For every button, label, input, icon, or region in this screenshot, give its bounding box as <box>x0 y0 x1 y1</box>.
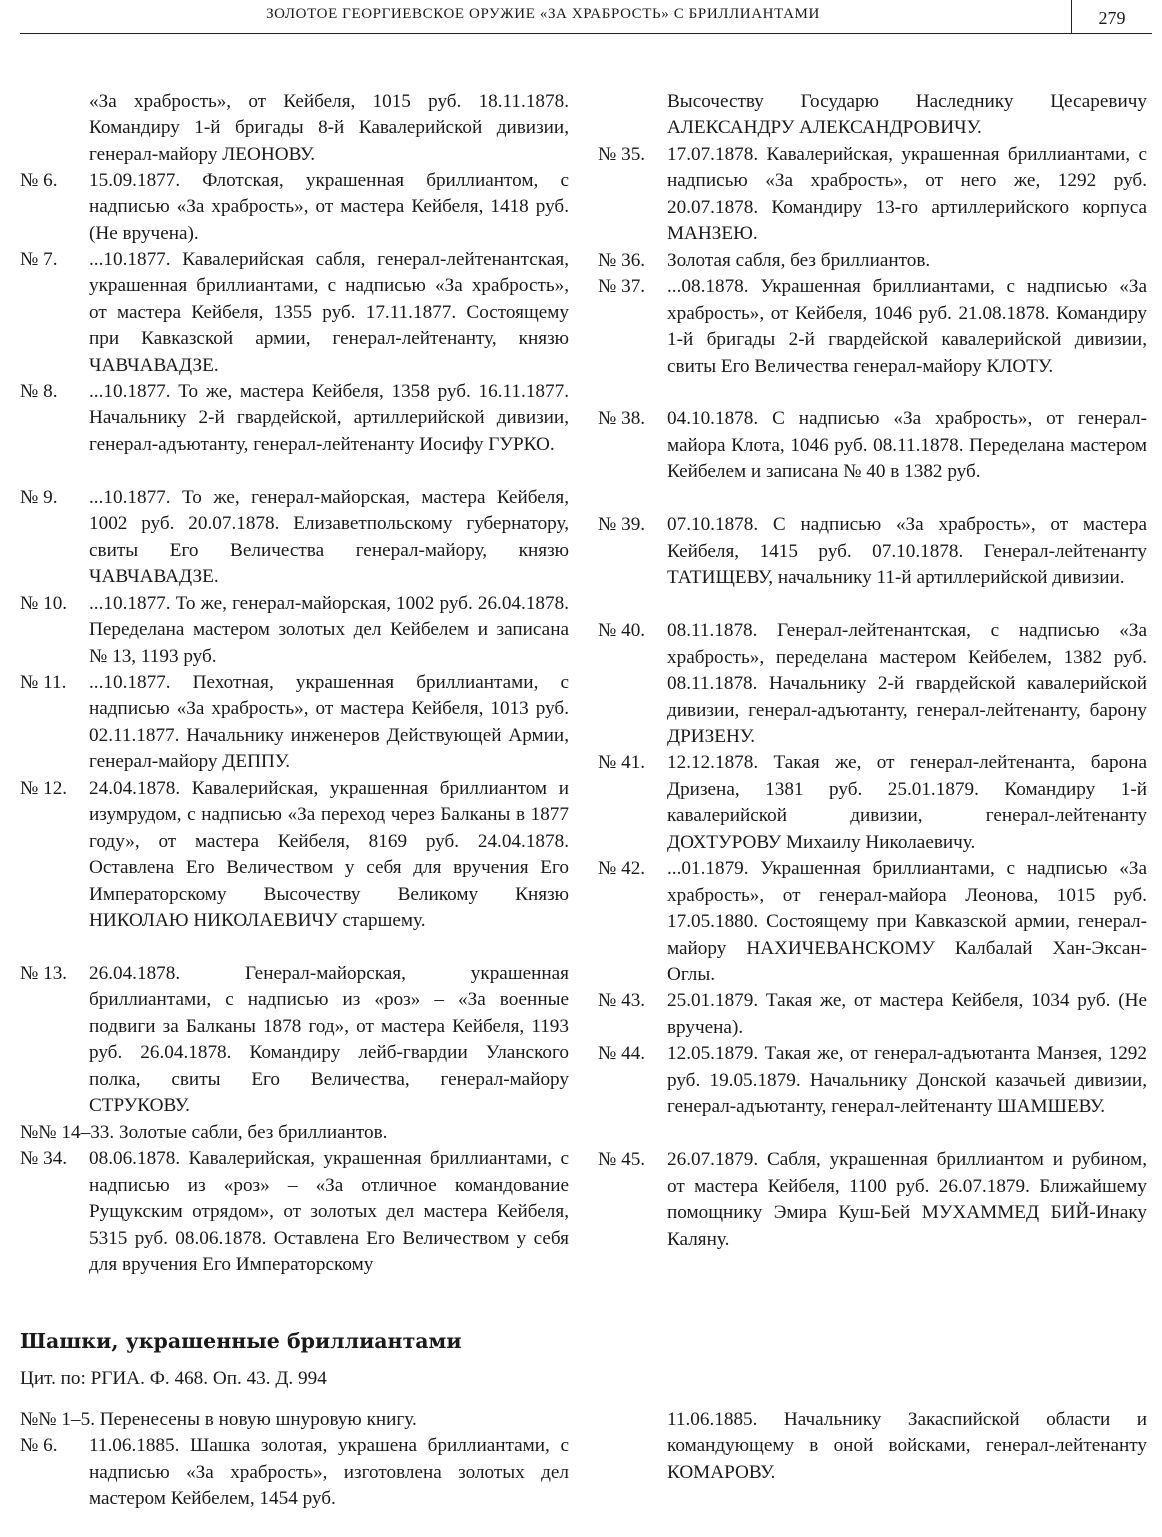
entry-number: № 9. <box>20 487 58 508</box>
entry-text: ...08.1878. Украшенная бриллиантами, с надписью «За храбрость», от Кейбеля, 1046 руб. 21.08.1878. Командиру 1-й бригады 2-й гвардейской кавалерийской дивизии, свиты Его Величества генерал-майору КЛОТУ. <box>667 276 1147 377</box>
entry-text: 12.12.1878. Такая же, от генерал-лейтенанта, барона Дризена, 1381 руб. 25.01.1879. Командиру 1-й кавалерийской дивизии, генерал-лейтенанту ДОХТУРОВУ Михаилу Николаевичу. <box>667 752 1147 853</box>
entry-number: №№ 1–5. <box>20 1409 95 1430</box>
entry-13 <box>20 961 569 1120</box>
entry-6 <box>20 168 569 247</box>
entry-1-5 <box>20 1407 569 1433</box>
entry-text: Золотая сабля, без бриллиантов. <box>667 250 931 271</box>
entry-number: № 34. <box>20 1148 68 1170</box>
entry-text: 12.05.1879. Такая же, от генерал-адъютанта Манзея, 1292 руб. 19.05.1879. Начальнику Донской казачьей дивизии, генерал-адъютанту, генерал-лейтенанту ШАМШЕВУ. <box>667 1043 1147 1118</box>
entry-text: ...01.1879. Украшенная бриллиантами, с надписью «За храбрость», от генерал-майора Леонова, 1015 руб. 17.05.1880. Состоящему при Кавказской армии, генерал-майору НАХИЧЕВАНСКОМУ Калбалай Хан-Эксан-Оглы. <box>667 858 1147 986</box>
entry-text: 11.06.1885. Шашка золотая, украшена бриллиантами, с надписью «За храбрость», изготовлена золотых дел мастером Кейбелем, 1454 руб. <box>89 1435 569 1510</box>
entry-text: ...10.1877. То же, генерал-майорская, 1002 руб. 26.04.1878. Переделана мастером золотых дел Кейбелем и записана № 13, 1193 руб. <box>89 593 569 667</box>
entry-number: № 42. <box>598 858 646 880</box>
entry-number: № 13. <box>20 963 68 984</box>
left-column <box>20 89 569 1278</box>
entry-number: № 37. <box>598 276 646 298</box>
page-number: 279 <box>1071 0 1152 33</box>
entry-number: № 43. <box>598 990 646 1012</box>
entry-14-33 <box>20 1120 569 1146</box>
entry-text: 26.07.1879. Сабля, украшенная бриллиантом и рубином, от мастера Кейбеля, 1100 руб. 26.07.1879. Ближайшему помощнику Эмира Куш-Бей МУХАММЕД БИЙ-Инаку Каляну. <box>667 1149 1147 1250</box>
entry-text: ...10.1877. То же, генерал-майорская, мастера Кейбеля, 1002 руб. 20.07.1878. Елизаветпольскому губернатору, свиты Его Величества генерал-майору, князю ЧАВЧАВАДЗЕ. <box>89 487 569 588</box>
entry-number: № 7. <box>20 249 58 270</box>
entry-8 <box>20 379 569 485</box>
entry-number: № 38. <box>598 408 646 430</box>
entry-text: ...10.1877. Пехотная, украшенная бриллиантами, с надписью «За храбрость», от мастера Кейбеля, 1013 руб. 02.11.1877. Начальнику инженеров Действующей Армии, генерал-майору ДЕППУ. <box>89 672 569 773</box>
section-left-column <box>20 1407 569 1512</box>
entry-number: № 35. <box>598 144 646 165</box>
continuation-text: Высочеству Государю Наследнику Цесаревичу АЛЕКСАНДРУ АЛЕКСАНДРОВИЧУ. <box>667 91 1147 139</box>
section-title: Шашки, украшенные бриллиантами <box>20 1329 462 1353</box>
entry-number: № 6. <box>20 1435 58 1457</box>
entry-11 <box>20 670 569 776</box>
entry-number: № 6. <box>20 170 58 191</box>
entry-text: 26.04.1878. Генерал-майорская, украшенная бриллиантами, с надписью из «роз» – «За военные подвиги за Балканы 1878 год», от мастера Кейбеля, 1193 руб. 26.04.1878. Командиру лейб-гвардии Уланского полка, свиты Его Величества, генерал-майору СТРУКОВУ. <box>89 963 569 1117</box>
entry-text: ...10.1877. То же, мастера Кейбеля, 1358 руб. 16.11.1877. Начальнику 2-й гвардейской, артиллерийской дивизии, генерал-адъютанту, генерал-лейтенанту Иосифу ГУРКО. <box>89 381 569 455</box>
entry-35 <box>598 142 1147 248</box>
entry-text: 08.06.1878. Кавалерийская, украшенная бриллиантами, с надписью из «роз» – «За отличное командование Рущукским отрядом», от золотых дел мастера Кейбеля, 5315 руб. 08.06.1878. Оставлена Его Величеством у себя для вручения Его Императорскому <box>89 1148 569 1276</box>
entry-number: № 45. <box>598 1149 646 1171</box>
entry-number: № 10. <box>20 593 68 614</box>
entry-12 <box>20 776 569 961</box>
right-column <box>598 89 1147 1250</box>
entry-text: 24.04.1878. Кавалерийская, украшенная бриллиантом и изумрудом, с надписью «За переход через Балканы в 1877 году», от мастера Кейбеля, 8169 руб. 24.04.1878. Оставлена Его Величеством у себя для вручения Его Императорскому Высочеству Великому Князю НИКОЛАЮ НИКОЛАЕВИЧУ старшему. <box>89 778 569 932</box>
entry-number: № 40. <box>598 620 646 642</box>
running-title: ЗОЛОТОЕ ГЕОРГИЕВСКОЕ ОРУЖИЕ «ЗА ХРАБРОСТЬ» С БРИЛЛИАНТАМИ <box>266 6 820 22</box>
entry-39 <box>598 512 1147 618</box>
entry-number: № 44. <box>598 1043 646 1065</box>
entry-42 <box>598 856 1147 988</box>
entry-6-shashka <box>20 1433 569 1512</box>
entry-7 <box>20 247 569 379</box>
entry-40 <box>598 618 1147 750</box>
entry-37 <box>598 274 1147 406</box>
entry-text: 07.10.1878. С надписью «За храбрость», от мастера Кейбеля, 1415 руб. 07.10.1878. Генерал-лейтенанту ТАТИЩЕВУ, начальнику 11-й артиллерийской дивизии. <box>667 514 1147 589</box>
entry-number: № 8. <box>20 381 58 402</box>
running-header <box>20 0 1152 34</box>
entry-text: 17.07.1878. Кавалерийская, украшенная бриллиантами, с надписью «За храбрость», от него же, 1292 руб. 20.07.1878. Командиру 13-го артиллерийского корпуса МАНЗЕЮ. <box>667 144 1147 245</box>
entry-text: ...10.1877. Кавалерийская сабля, генерал-лейтенантская, украшенная бриллиантами, с надписью «За храбрость», от мастера Кейбеля, 1355 руб. 17.11.1877. Состоящему при Кавказской армии, генерал-лейтенанту, князю ЧАВЧАВАДЗЕ. <box>89 249 569 376</box>
continuation-text: «За храбрость», от Кейбеля, 1015 руб. 18.11.1878. Командиру 1-й бригады 8-й Кавалерийской дивизии, генерал-майору ЛЕОНОВУ. <box>89 91 569 165</box>
section-right-column <box>598 1407 1147 1486</box>
entry-44 <box>598 1041 1147 1147</box>
entry-text: 25.01.1879. Такая же, от мастера Кейбеля, 1034 руб. (Не вручена). <box>667 990 1147 1038</box>
continuation-text: 11.06.1885. Начальнику Закаспийской области и командующему в оной войсками, генерал-лейтенанту КОМАРОВУ. <box>667 1409 1147 1483</box>
entry-9 <box>20 485 569 591</box>
entry-10 <box>20 591 569 670</box>
entry-41 <box>598 750 1147 856</box>
entry-number: №№ 14–33. <box>20 1122 115 1143</box>
entry-34 <box>20 1146 569 1278</box>
entry-38 <box>598 406 1147 512</box>
entry-number: № 36. <box>598 250 646 271</box>
entry-43 <box>598 988 1147 1041</box>
entry-number: № 39. <box>598 514 646 536</box>
entry-text: Перенесены в новую шнуровую книгу. <box>99 1409 417 1430</box>
entry-45 <box>598 1147 1147 1250</box>
entry-number: № 12. <box>20 778 68 799</box>
entry-text: 04.10.1878. С надписью «За храбрость», от генерал-майора Клота, 1046 руб. 08.11.1878. Переделана мастером Кейбелем и записана № 40 в 1382 руб. <box>667 408 1147 483</box>
entry-text: 08.11.1878. Генерал-лейтенантская, с надписью «За храбрость», переделана мастером Кейбелем, 1382 руб. 08.11.1878. Начальнику 2-й гвардейской кавалерийской дивизии, генерал-адъютанту, генерал-лейтенанту, барону ДРИЗЕНУ. <box>667 620 1147 748</box>
entry-text: 15.09.1877. Флотская, украшенная бриллиантом, с надписью «За храбрость», от мастера Кейбеля, 1418 руб. (Не вручена). <box>89 170 569 244</box>
entry-text: Золотые сабли, без бриллиантов. <box>118 1122 388 1143</box>
section-source: Цит. по: РГИА. Ф. 468. Оп. 43. Д. 994 <box>20 1368 327 1389</box>
entry-36 <box>598 248 1147 274</box>
entry-number: № 11. <box>20 672 67 693</box>
entry-number: № 41. <box>598 752 646 774</box>
